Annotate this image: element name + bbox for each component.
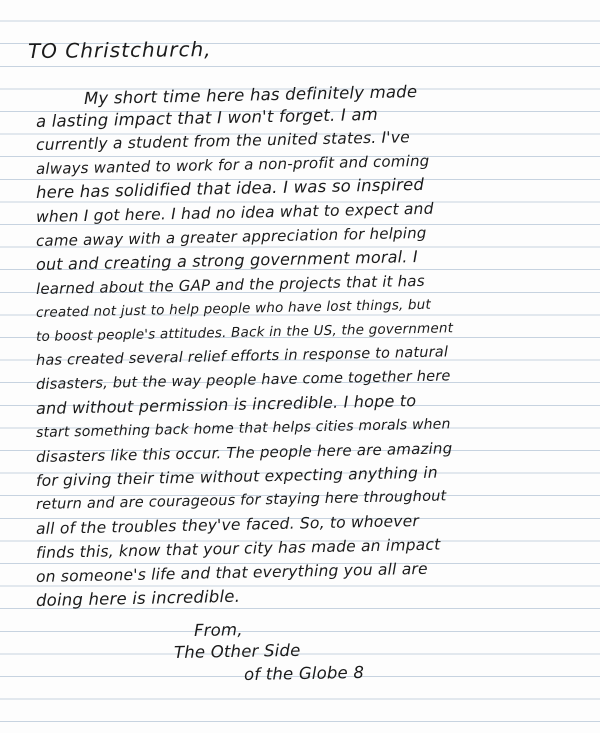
letter-body-line: has created several relief efforts in response to natural [35,344,449,369]
letter-greeting: TO Christchurch, [27,37,212,63]
letter-signature-line: of the Globe 8 [243,662,365,684]
letter-body-line: came away with a greater appreciation for helping [35,223,427,250]
letter-body-line: return and are courageous for staying here throughout [35,488,447,513]
letter-body-line: for giving their time without expecting anything in [35,463,438,490]
letter-body-line: My short time here has definitely made [83,82,418,108]
letter-body-line: always wanted to work for a non-profit and coming [35,151,430,178]
letter-body-line: out and creating a strong government moral. I [35,247,418,274]
letter-body-line: created not just to help people who have lost things, but [35,296,432,321]
letter-body-line: start something back home that helps cities morals when [35,416,451,441]
letter-body-line: here has solidified that idea. I was so inspired [35,174,425,202]
letter-body-line: currently a student from the united states. I've [35,128,411,154]
letter-body-line: a lasting impact that I won't forget. I am [35,104,379,131]
letter-body-line: learned about the GAP and the projects that it has [35,271,425,298]
letter-signature-line: The Other Side [173,640,301,662]
letter-body-line: finds this, know that your city has made an impact [35,535,441,562]
letter-closing: From, [193,620,243,640]
letter-body-line: all of the troubles they've faced. So, to whoever [35,511,420,538]
letter-body-line: and without permission is incredible. I hope to [35,391,417,418]
letter-body-line: disasters like this occur. The people here are amazing [35,439,453,466]
letter-body-line: doing here is incredible. [35,586,241,610]
letter-body-line: on someone's life and that everything you all are [35,559,428,586]
letter-body-line: when I got here. I had no idea what to expect and [35,199,434,226]
letter-body-line: disasters, but the way people have come together here [35,368,451,393]
letter-body-line: to boost people's attitudes. Back in the US, the government [35,320,454,345]
